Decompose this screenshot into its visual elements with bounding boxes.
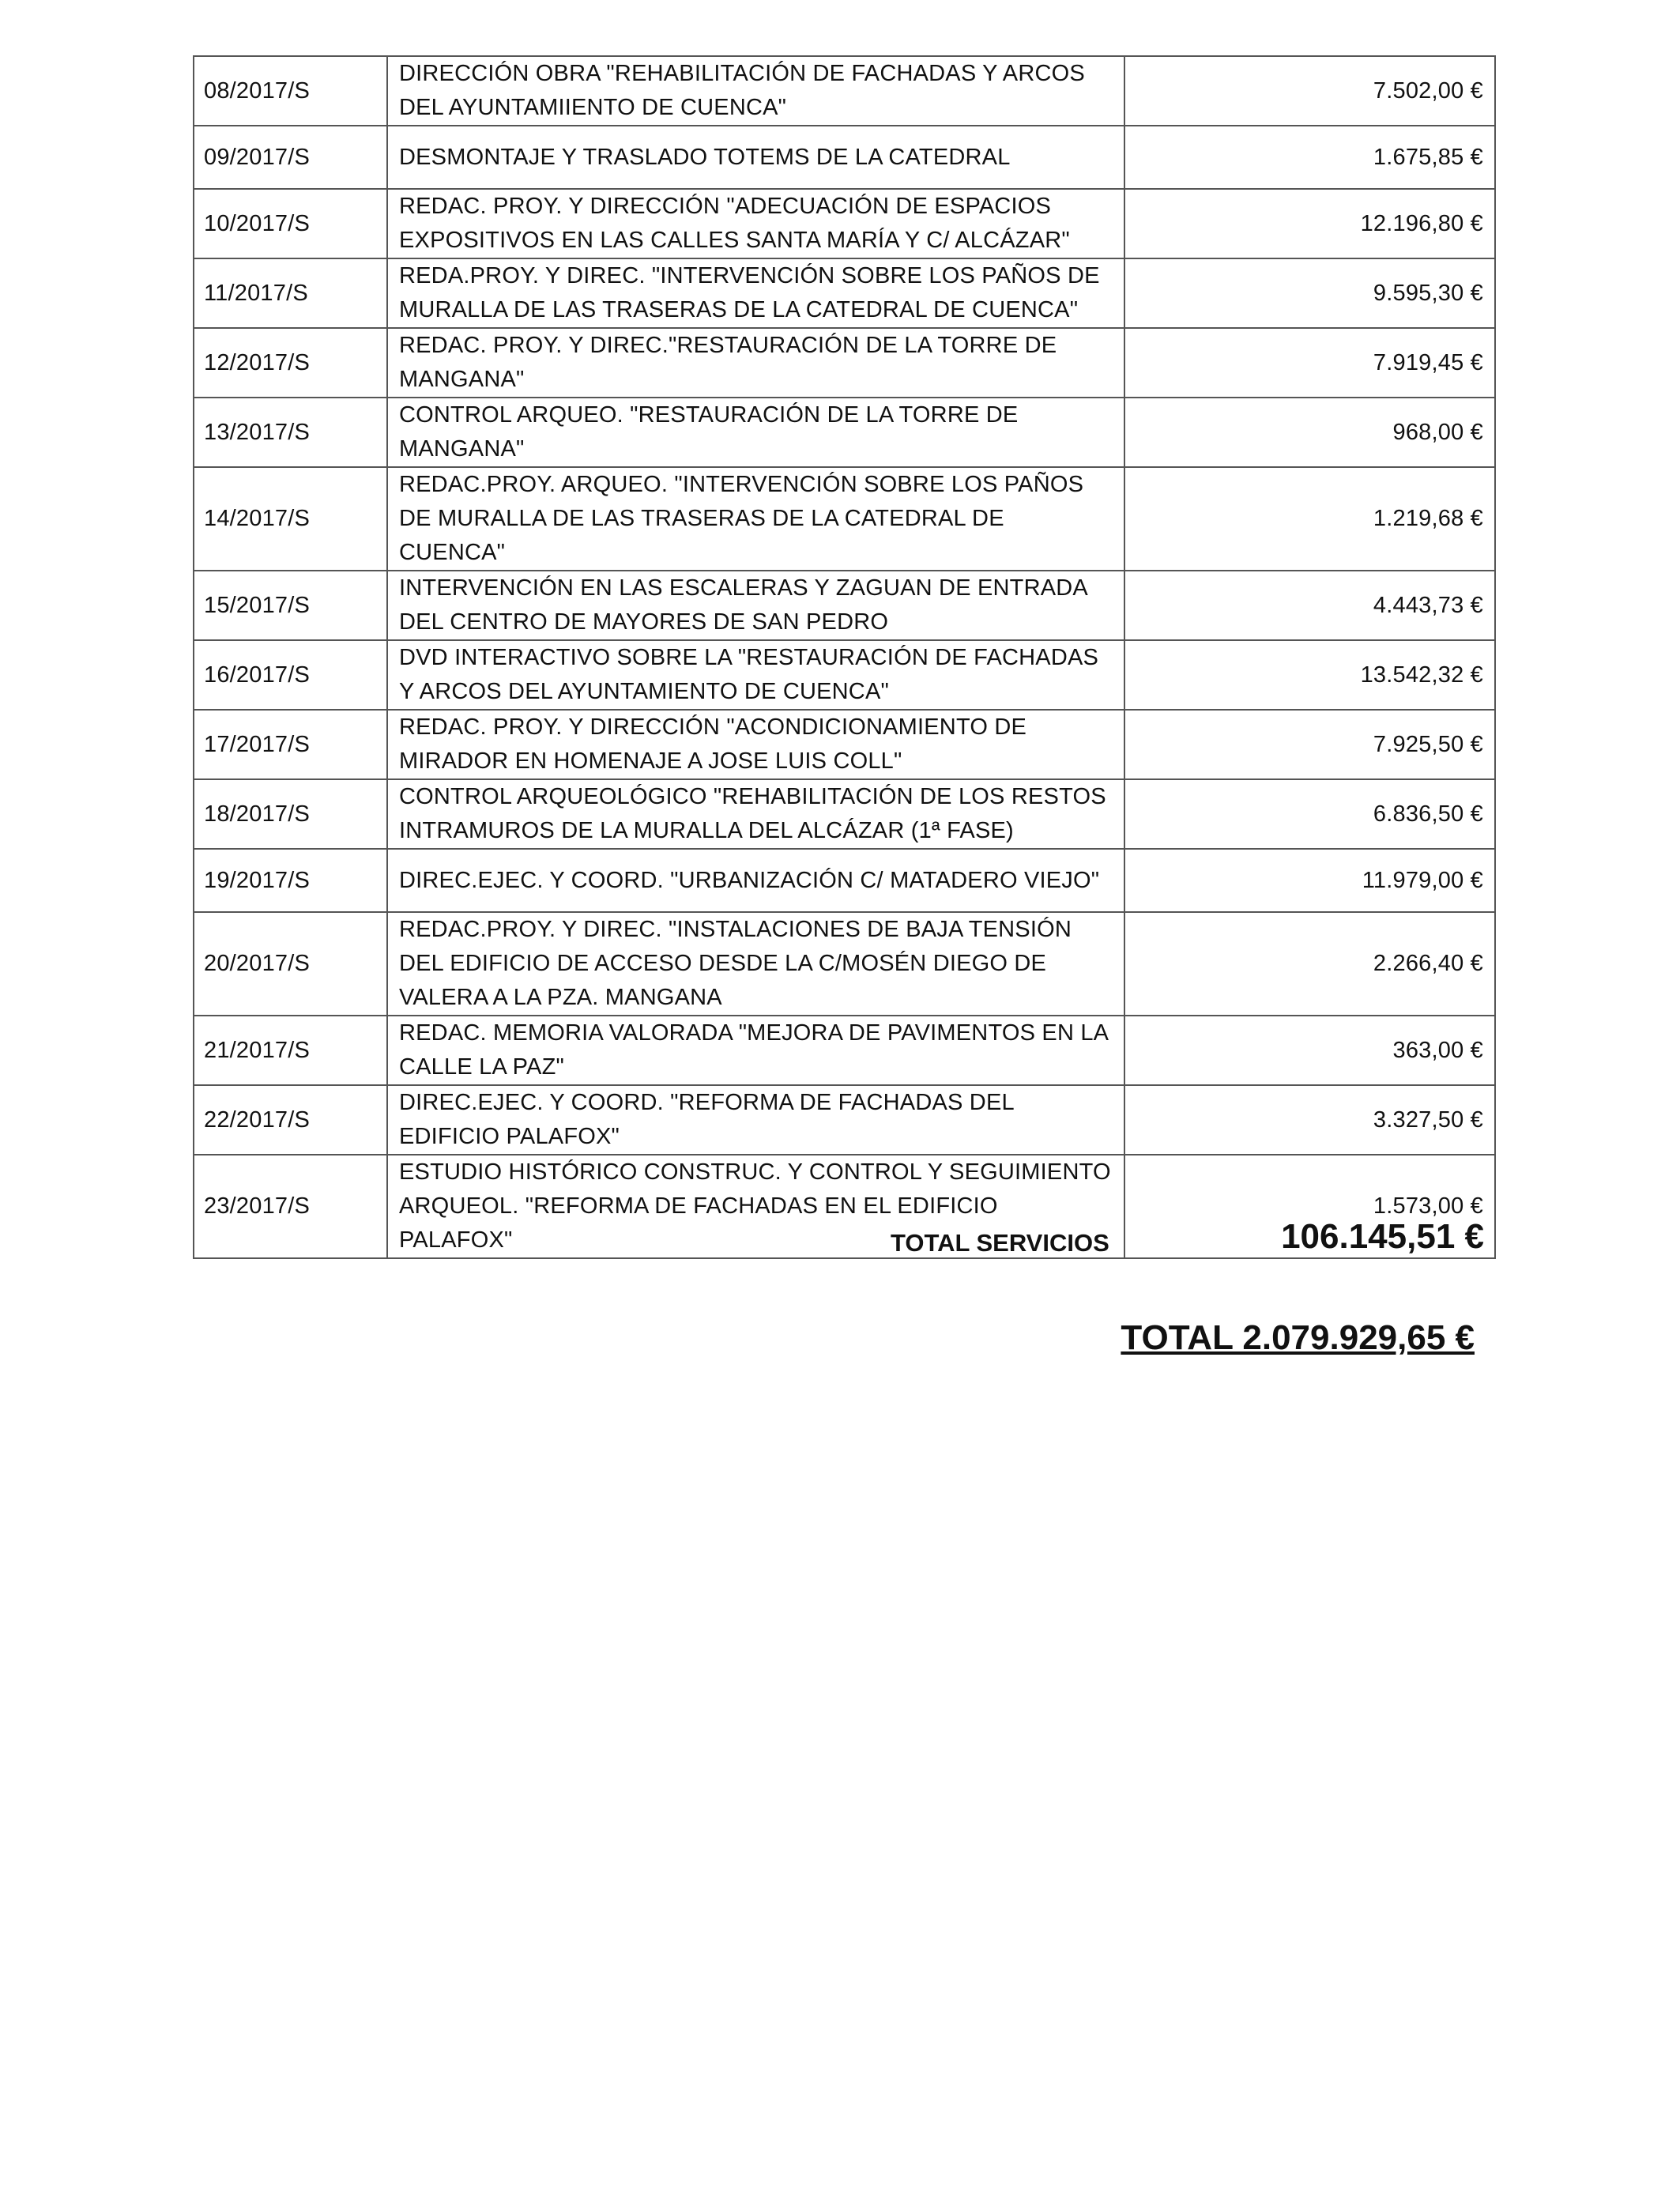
table-row xyxy=(194,56,1495,126)
service-amount: 1.219,68 € xyxy=(1124,467,1495,571)
service-code: 17/2017/S xyxy=(194,710,387,779)
table-row xyxy=(194,912,1495,1016)
table-row xyxy=(194,640,1495,710)
service-code: 13/2017/S xyxy=(194,398,387,467)
table-row xyxy=(194,849,1495,912)
table-row xyxy=(194,467,1495,571)
service-code: 14/2017/S xyxy=(194,467,387,571)
service-code: 18/2017/S xyxy=(194,779,387,849)
service-description: INTERVENCIÓN EN LAS ESCALERAS Y ZAGUAN DE ENTRADA DEL CENTRO DE MAYORES DE SAN PEDRO xyxy=(387,571,1124,640)
service-amount: 7.925,50 € xyxy=(1124,710,1495,779)
service-description: REDAC. PROY. Y DIREC."RESTAURACIÓN DE LA TORRE DE MANGANA" xyxy=(387,328,1124,398)
table-row xyxy=(194,328,1495,398)
service-code: 10/2017/S xyxy=(194,189,387,258)
table-row xyxy=(194,1016,1495,1085)
service-amount: 1.675,85 € xyxy=(1124,126,1495,189)
table-row xyxy=(194,779,1495,849)
service-code: 11/2017/S xyxy=(194,258,387,328)
service-code: 15/2017/S xyxy=(194,571,387,640)
service-amount: 12.196,80 € xyxy=(1124,189,1495,258)
table-row xyxy=(194,398,1495,467)
service-description: CONTROL ARQUEO. "RESTAURACIÓN DE LA TORRE DE MANGANA" xyxy=(387,398,1124,467)
service-amount: 9.595,30 € xyxy=(1124,258,1495,328)
service-description: REDAC.PROY. Y DIREC. "INSTALACIONES DE BAJA TENSIÓN DEL EDIFICIO DE ACCESO DESDE LA C/MOSÉN DIEGO DE VALERA A LA PZA. MANGANA xyxy=(387,912,1124,1016)
service-description: DIREC.EJEC. Y COORD. "REFORMA DE FACHADAS DEL EDIFICIO PALAFOX" xyxy=(387,1085,1124,1155)
service-amount: 4.443,73 € xyxy=(1124,571,1495,640)
service-amount: 6.836,50 € xyxy=(1124,779,1495,849)
service-amount: 3.327,50 € xyxy=(1124,1085,1495,1155)
service-description: REDAC. MEMORIA VALORADA "MEJORA DE PAVIMENTOS EN LA CALLE LA PAZ" xyxy=(387,1016,1124,1085)
total-services-value: 106.145,51 € xyxy=(1281,1217,1484,1256)
grand-total: TOTAL 2.079.929,65 € xyxy=(1121,1318,1475,1357)
table-row xyxy=(194,1085,1495,1155)
service-description: DIREC.EJEC. Y COORD. "URBANIZACIÓN C/ MATADERO VIEJO" xyxy=(387,849,1124,912)
total-services-label: TOTAL SERVICIOS xyxy=(891,1229,1109,1257)
service-description: ESTUDIO HISTÓRICO CONSTRUC. Y CONTROL Y SEGUIMIENTO ARQUEOL. "REFORMA DE FACHADAS EN EL EDIFICIO PALAFOX" xyxy=(387,1155,1124,1258)
service-amount: 968,00 € xyxy=(1124,398,1495,467)
service-code: 20/2017/S xyxy=(194,912,387,1016)
service-description: REDAC.PROY. ARQUEO. "INTERVENCIÓN SOBRE LOS PAÑOS DE MURALLA DE LAS TRASERAS DE LA CATEDRAL DE CUENCA" xyxy=(387,467,1124,571)
service-code: 23/2017/S xyxy=(194,1155,387,1258)
table-row xyxy=(194,710,1495,779)
service-description: DVD INTERACTIVO SOBRE LA "RESTAURACIÓN DE FACHADAS Y ARCOS DEL AYUNTAMIENTO DE CUENCA" xyxy=(387,640,1124,710)
service-amount: 13.542,32 € xyxy=(1124,640,1495,710)
services-table xyxy=(193,55,1496,1259)
service-description: REDA.PROY. Y DIREC. "INTERVENCIÓN SOBRE LOS PAÑOS DE MURALLA DE LAS TRASERAS DE LA CATEDRAL DE CUENCA" xyxy=(387,258,1124,328)
service-amount: 7.919,45 € xyxy=(1124,328,1495,398)
service-amount: 7.502,00 € xyxy=(1124,56,1495,126)
table-row xyxy=(194,189,1495,258)
service-amount: 363,00 € xyxy=(1124,1016,1495,1085)
service-description: REDAC. PROY. Y DIRECCIÓN "ADECUACIÓN DE ESPACIOS EXPOSITIVOS EN LAS CALLES SANTA MARÍA Y C/ ALCÁZAR" xyxy=(387,189,1124,258)
table-row xyxy=(194,258,1495,328)
table-row xyxy=(194,571,1495,640)
service-code: 16/2017/S xyxy=(194,640,387,710)
service-description: CONTROL ARQUEOLÓGICO "REHABILITACIÓN DE LOS RESTOS INTRAMUROS DE LA MURALLA DEL ALCÁZAR (1ª FASE) xyxy=(387,779,1124,849)
service-code: 09/2017/S xyxy=(194,126,387,189)
service-description: DESMONTAJE Y TRASLADO TOTEMS DE LA CATEDRAL xyxy=(387,126,1124,189)
service-amount: 2.266,40 € xyxy=(1124,912,1495,1016)
service-amount: 11.979,00 € xyxy=(1124,849,1495,912)
service-code: 21/2017/S xyxy=(194,1016,387,1085)
service-code: 12/2017/S xyxy=(194,328,387,398)
service-description: REDAC. PROY. Y DIRECCIÓN "ACONDICIONAMIENTO DE MIRADOR EN HOMENAJE A JOSE LUIS COLL" xyxy=(387,710,1124,779)
service-code: 08/2017/S xyxy=(194,56,387,126)
service-code: 19/2017/S xyxy=(194,849,387,912)
service-description: DIRECCIÓN OBRA "REHABILITACIÓN DE FACHADAS Y ARCOS DEL AYUNTAMIIENTO DE CUENCA" xyxy=(387,56,1124,126)
service-code: 22/2017/S xyxy=(194,1085,387,1155)
service-amount: 1.573,00 € xyxy=(1124,1155,1495,1258)
table-row xyxy=(194,126,1495,189)
